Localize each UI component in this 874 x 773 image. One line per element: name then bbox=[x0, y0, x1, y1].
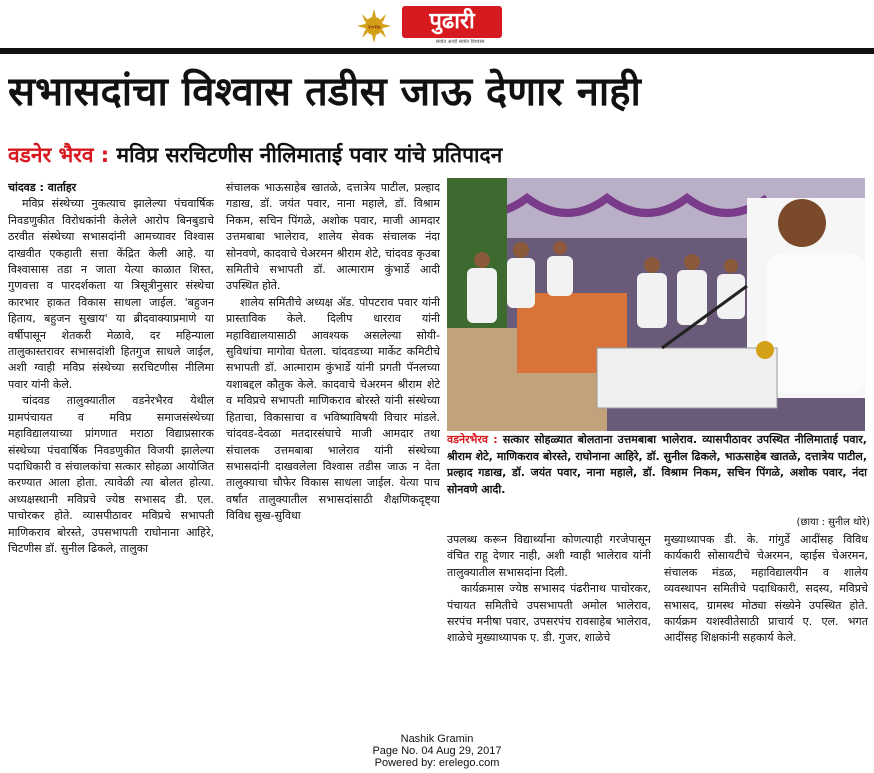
photo-caption bbox=[447, 432, 867, 498]
edition-name: Nashik Gramin bbox=[400, 733, 474, 745]
article-column-4 bbox=[664, 532, 868, 722]
article-paragraph: शालेय समितीचे अध्यक्ष ॲड. पोपटराव पवार यांनी प्रास्ताविक केले. दिलीप धारराव यांनी महाविद्यालयासाठी आवश्यक असलेल्या सोयी-सुविधांचा मागोवा घेतला. चांदवडच्या मार्केट कमिटीचे सभापती डॉ. आत्माराम कुंभार्डे यांनी प्रगती पॅनलच्या यशाबद्दल कौतुक केले. कादवाचे चेअरमन श्रीराम शेटे व मविप्रचे सभापती माणिकराव बोरस्ते यांनी संस्थेच्या हिताचा, विकासाचा व भविष्याविषयी विचार मांडले. चांदवड-देवळा मतदारसंघाचे माजी आमदार तथा संचालक उत्तमबाबा भालेराव यांनी संस्थेच्या सभासदांनी दाखवलेला विश्वास तडीस जाऊ न देता तालुक्याचा चौफेर विकास साधला जाईल. येत्या पाच वर्षांत तालुक्यातील सभासदांसाठी शैक्षणिकदृष्ट्या विविध सुख-सुविधा bbox=[226, 295, 440, 523]
newspaper-logo: पुढारी bbox=[402, 6, 502, 38]
article-paragraph: चांदवड तालुक्यातील वडनेरभैरव येथील ग्रामपंचायत व मविप्र समाजसंस्थेच्या महाविद्यालयाच्या प्रांगणात मराठा विद्याप्रसारक संस्थेच्या पंचवार्षिक निवडणुकीत विजयी झालेल्या पदाधिकारी व संचालकांचा सत्कार सोहळा आयोजित करण्यात आला होता. त्यावेळी त्या बोलत होत्या. अध्यक्षस्थानी मविप्रचे ज्येष्ठ सभासद डी. एल. पाचोरकर होते. व्यासपीठावर मविप्रचे सभापती माणिकराव बोरस्ते, उपसभापती राघोनाना आहिरे, चिटणीस डॉ. सुनील ढिकले, तालुका bbox=[8, 394, 214, 555]
page-footer bbox=[0, 733, 874, 769]
article-paragraph: मविप्र संस्थेच्या नुकत्याच झालेल्या पंचवार्षिक निवडणुकीत विरोधकांनी केलेले आरोप बिनबुडाचे ठरवीत संस्थेच्या सभासदांनी आमच्यावर विश्वास दाखवीत एकहाती सत्ता केंद्रित केली आहे. या विश्वासास तडा न जाता येत्या काळात शिस्त, गुणवत्ता व पारदर्शकता या त्रिसूत्रीनुसार संस्थेचा कारभार हाकत विकास साधला जाईल. 'बहुजन हिताय, बहुजन सुखाय' या ब्रीदवाक्याप्रमाणे या वर्षीपासून शेतकरी मेळावे, दर महिन्याला तालुकास्तरावर सभासदांशी हितगुज साधले जाईल, अशी ग्वाही मविप्र संस्थेच्या सरचिटणीस नीलिमा पवार यांनी केले. bbox=[8, 197, 214, 391]
caption-place: वडनेरभैरव : bbox=[447, 433, 498, 446]
article-paragraph: कार्यक्रमास ज्येष्ठ सभासद पंढरीनाथ पाचोरकर, पंचायत समितीचे उपसभापती अमोल भालेराव, सरपंच मनीषा पवार, उपसरपंच रावसाहेब भालेराव, शाळेचे मुख्याध्यापक ए. डी. गुजर, शाळेचे bbox=[447, 582, 651, 645]
caption-text: सत्कार सोहळ्यात बोलताना उत्तमबाबा भालेराव. व्यासपीठावर उपस्थित नीलिमाताई पवार, श्रीराम शेटे, माणिकराव बोरस्ते, राघोनाना आहिरे, डॉ. सुनील ढिकले, भाऊसाहेब खातळे, दत्तात्रेय पाटील, प्रल्हाद गडाख, डॉ. जयंत पवार, नाना महाले, डॉ. विश्राम निकम, सचिन पिंगळे, अशोक पवार, नंदा सोनवणे आदी. bbox=[447, 433, 867, 496]
masthead-rule bbox=[0, 48, 874, 54]
photo-credit: (छाया : सुनील थोरे) bbox=[796, 517, 870, 528]
article-paragraph: उपलब्ध करून विद्यार्थ्यांना कोणत्याही गरजेपासून वंचित राहू देणार नाही, अशी ग्वाही भालेराव यांनी तालुक्यातील सभासदांना दिली. bbox=[447, 533, 651, 579]
article-column-2 bbox=[226, 180, 440, 720]
page-info: Page No. 04 Aug 29, 2017 bbox=[372, 745, 502, 757]
emblem-label: २०१७ bbox=[367, 24, 381, 31]
event-photo bbox=[447, 178, 865, 431]
article-column-1 bbox=[8, 180, 214, 720]
event-photo-illustration bbox=[447, 178, 865, 431]
newspaper-tagline: सर्वात आधी सर्वात विश्वास bbox=[435, 39, 485, 45]
masthead bbox=[0, 0, 874, 48]
subhead-place: वडनेर भैरव : bbox=[8, 143, 110, 167]
powered-by-link[interactable]: Powered by: erelego.com bbox=[374, 757, 500, 769]
headline: सभासदांचा विश्वास तडीस जाऊ देणार नाही bbox=[8, 69, 641, 115]
article-column-3 bbox=[447, 532, 651, 722]
subhead-text: मविप्र सरचिटणीस नीलिमाताई पवार यांचे प्रतिपादन bbox=[116, 143, 503, 167]
byline: चांदवड : वार्ताहर bbox=[8, 181, 77, 194]
subheadline bbox=[8, 140, 868, 170]
sun-emblem-icon bbox=[353, 9, 395, 43]
article-paragraph: मुख्याध्यापक डी. के. गांगुर्डे आदींसह विविध कार्यकारी सोसायटीचे चेअरमन, व्हाईस चेअरमन, संचालक मंडळ, महाविद्यालयीन व शालेय व्यवस्थापन समितीचे पदाधिकारी, सदस्य, मविप्रचे सभासद, ग्रामस्थ मोठ्या संख्येने उपस्थित होते. कार्यक्रम यशस्वीतेसाठी प्राचार्य ए. एल. भगत आदींसह शिक्षकांनी सहकार्य केले. bbox=[664, 533, 868, 645]
article-paragraph: संचालक भाऊसाहेब खातळे, दत्तात्रेय पाटील, प्रल्हाद गडाख, डॉ. जयंत पवार, नाना महाले, डॉ. विश्राम निकम, सचिन पिंगळे, अशोक पवार, माजी आमदार उत्तमबाबा भालेराव, शालेय सेवक संचालक नंदा सोनवणे, कादवाचे चेअरमन श्रीराम शेटे, चांदवड कृउबा समितीचे सभापती डॉ. आत्माराम कुंभार्डे आदी उपस्थित होते. bbox=[226, 181, 440, 293]
